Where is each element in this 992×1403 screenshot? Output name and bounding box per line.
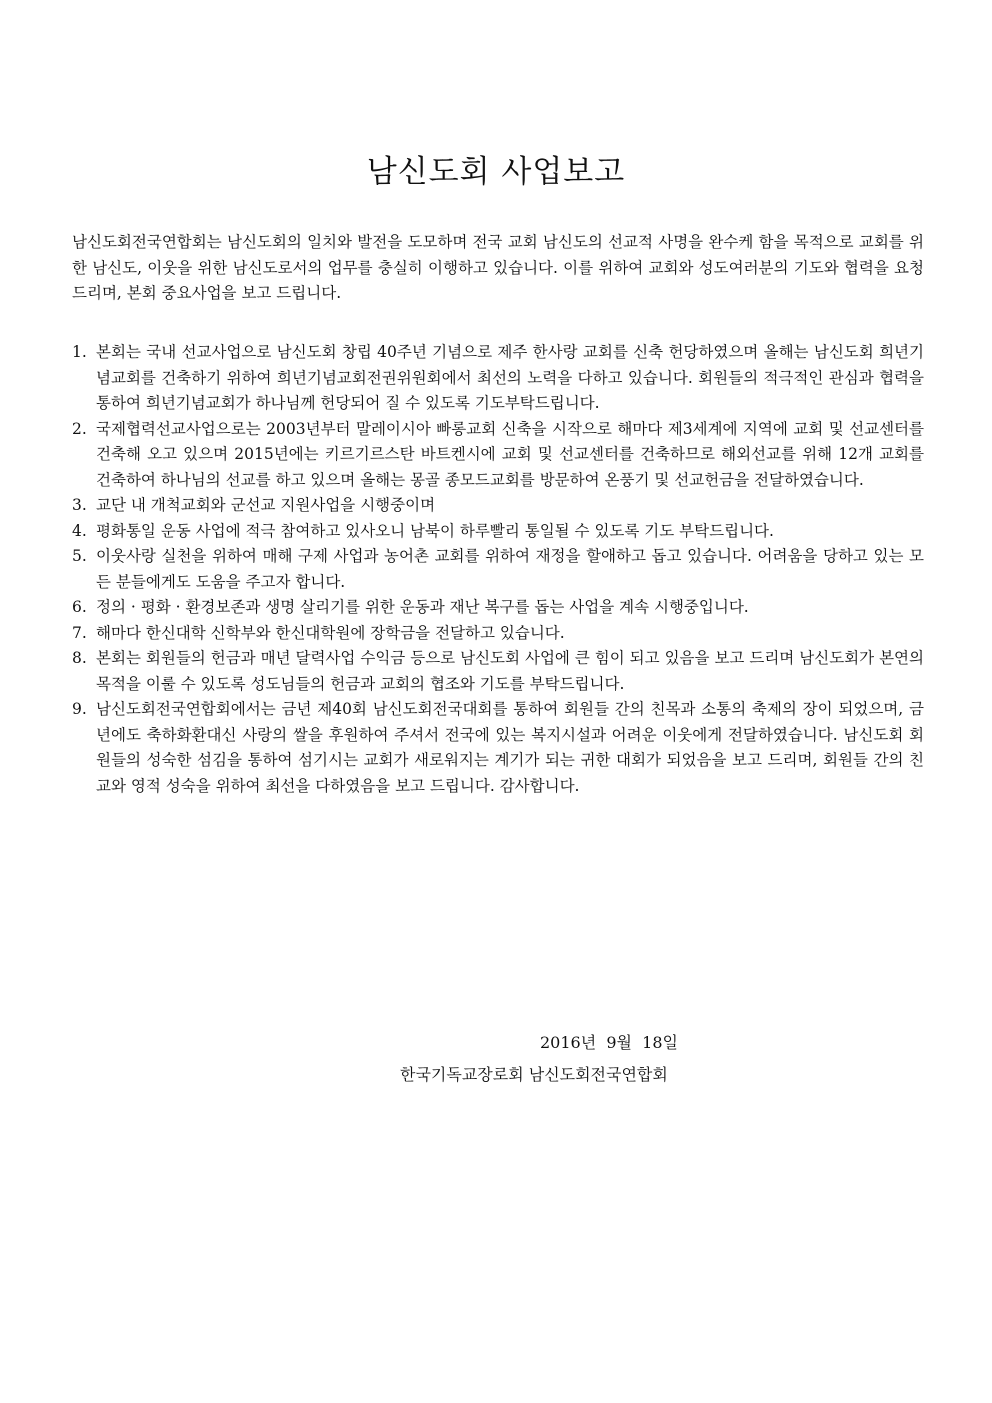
item-number: 7. (72, 623, 87, 642)
item-text: 국제협력선교사업으로는 2003년부터 말레이시아 빠롱교회 신축을 시작으로 해마다 제3세계에 지역에 교회 및 선교센터를 건축해 오고 있으며 2015년에는 키르기르스탄 바트켄시에 교회 및 선교센터를 건축하므로 해외선교를 위해 12개 교회를 건축하여 하나님의 선교를 하고 있으며 올해는 몽골 종모드교회를 방문하여 온풍기 및 선교헌금을 전달하였습니다. (96, 419, 924, 489)
item-number: 9. (72, 700, 87, 718)
intro-paragraph: 남신도회전국연합회는 남신도회의 일치와 발전을 도모하며 전국 교회 남신도의 선교적 사명을 완수케 함을 목적으로 교회를 위한 남신도, 이웃을 위한 남신도로서의 업무를 충실히 이행하고 있습니다. 이를 위하여 교회와 성도여러분의 기도와 협력을 요청 드리며, 본회 중요사업을 보고 드립니다. (72, 233, 924, 302)
report-date: 2016년 9월 18일 (540, 1033, 678, 1052)
item-text: 정의 · 평화 · 환경보존과 생명 살리기를 위한 운동과 재난 복구를 돕는 사업을 계속 시행중입니다. (96, 598, 749, 616)
item-text: 본회는 국내 선교사업으로 남신도회 창립 40주년 기념으로 제주 한사랑 교회를 신축 헌당하였으며 올해는 남신도회 희년기념교회를 건축하기 위하여 희년기념교회전권위원회에서 최선의 노력을 다하고 있습니다. 회원들의 적극적인 관심과 협력을 통하여 희년기념교회가 하나님께 헌당되어 질 수 있도록 기도부탁드립니다. (96, 343, 924, 412)
list-item (72, 697, 924, 799)
report-list (72, 340, 924, 799)
item-text: 해마다 한신대학 신학부와 한신대학원에 장학금을 전달하고 있습니다. (96, 623, 565, 642)
item-number: 4. (72, 521, 87, 540)
list-item (72, 340, 924, 417)
item-text: 본회는 회원들의 헌금과 매년 달력사업 수익금 등으로 남신도회 사업에 큰 힘이 되고 있음을 보고 드리며 남신도회가 본연의 목적을 이룰 수 있도록 성도님들의 헌금과 교회의 협조와 기도를 부탁드립니다. (96, 649, 924, 693)
list-item (72, 519, 924, 545)
item-text: 평화통일 운동 사업에 적극 참여하고 있사오니 남북이 하루빨리 통일될 수 있도록 기도 부탁드립니다. (96, 521, 774, 540)
document-title: 남신도회 사업보고 (366, 154, 626, 190)
list-item (72, 646, 924, 697)
organization-name: 한국기독교장로회 남신도회전국연합회 (400, 1065, 668, 1084)
list-item (72, 544, 924, 595)
item-text: 이웃사랑 실천을 위하여 매해 구제 사업과 농어촌 교회를 위하여 재정을 할애하고 돕고 있습니다. 어려움을 당하고 있는 모든 분들에게도 도움을 주고자 합니다. (96, 547, 924, 591)
list-item (72, 417, 924, 494)
item-number: 1. (72, 343, 87, 361)
item-text: 남신도회전국연합회에서는 금년 제40회 남신도회전국대회를 통하여 회원들 간의 친목과 소통의 축제의 장이 되었으며, 금년에도 축하화환대신 사랑의 쌀을 후원하여 주셔서 전국에 있는 복지시설과 어려운 이웃에게 전달하였습니다. 남신도회 회원들의 성숙한 섬김을 통하여 섬기시는 교회가 새로워지는 계기가 되는 귀한 대회가 되었음을 보고 드리며, 회원들 간의 친교와 영적 성숙을 위하여 최선을 다하였음을 보고 드립니다. 감사합니다. (96, 700, 924, 795)
item-number: 2. (72, 419, 87, 438)
item-number: 6. (72, 598, 87, 616)
item-number: 5. (72, 547, 87, 565)
item-number: 3. (72, 496, 87, 514)
item-number: 8. (72, 649, 87, 667)
list-item (72, 595, 924, 621)
item-text: 교단 내 개척교회와 군선교 지원사업을 시행중이며 (96, 496, 436, 514)
list-item (72, 621, 924, 647)
list-item (72, 493, 924, 519)
